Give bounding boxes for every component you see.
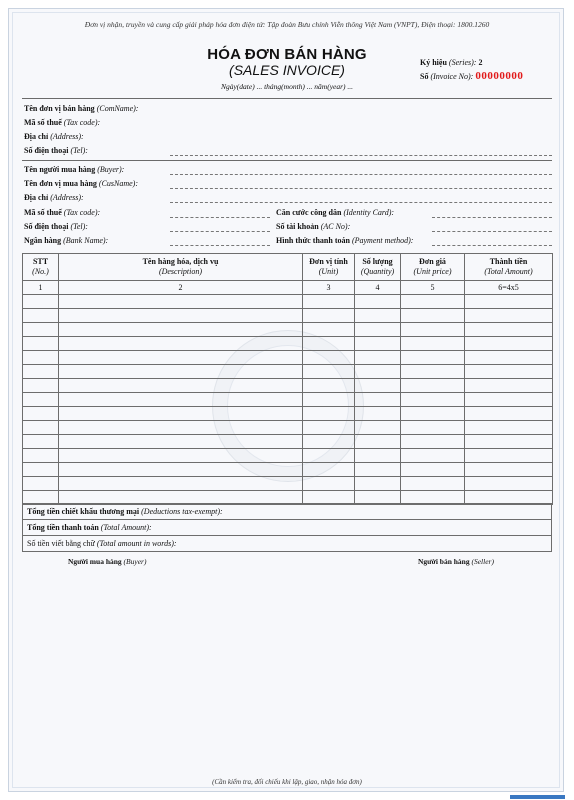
buyer-tax-field[interactable] xyxy=(170,217,270,218)
item-cell[interactable] xyxy=(355,477,401,491)
total-amount-row: Tổng tiền thanh toán (Total Amount): xyxy=(23,519,551,535)
invoice-title: HÓA ĐƠN BÁN HÀNG xyxy=(207,46,367,63)
invoice-no-value: 00000000 xyxy=(475,70,524,82)
seller-tel-field[interactable] xyxy=(170,155,552,156)
item-cell[interactable] xyxy=(23,477,59,491)
index-cell: 2 xyxy=(59,281,303,295)
item-cell[interactable] xyxy=(355,435,401,449)
table-row xyxy=(23,421,553,435)
item-cell[interactable] xyxy=(303,407,355,421)
buyer-bank-label: Ngân hàng (Bank Name): xyxy=(24,236,109,245)
buyer-address-field[interactable] xyxy=(170,202,552,203)
item-cell[interactable] xyxy=(355,351,401,365)
series-value: 2 xyxy=(478,58,483,67)
table-row xyxy=(23,323,553,337)
item-cell[interactable] xyxy=(401,477,465,491)
item-cell[interactable] xyxy=(59,295,303,309)
buyer-bank-field[interactable] xyxy=(170,245,270,246)
buyer-identity-label: Căn cước công dân (Identity Card): xyxy=(276,208,395,217)
buyer-company-label: Tên đơn vị mua hàng (CusName): xyxy=(24,179,139,188)
item-cell[interactable] xyxy=(465,379,553,393)
invoice-number-field xyxy=(420,70,523,82)
seller-company-label: Tên đơn vị bán hàng (ComName): xyxy=(24,104,139,113)
item-cell[interactable] xyxy=(59,477,303,491)
item-cell[interactable] xyxy=(401,309,465,323)
item-cell[interactable] xyxy=(401,295,465,309)
item-cell[interactable] xyxy=(401,351,465,365)
column-header-no: STT (No.) xyxy=(23,254,59,281)
buyer-tel-field[interactable] xyxy=(170,231,270,232)
item-cell[interactable] xyxy=(465,435,553,449)
item-cell[interactable] xyxy=(465,407,553,421)
item-cell[interactable] xyxy=(23,351,59,365)
item-cell[interactable] xyxy=(303,393,355,407)
item-cell[interactable] xyxy=(303,365,355,379)
seller-tel-label: Số điện thoại (Tel): xyxy=(24,146,88,155)
footer-note: (Cần kiểm tra, đối chiếu khi lập, giao, nhận hóa đơn) xyxy=(212,778,362,786)
item-cell[interactable] xyxy=(355,449,401,463)
item-cell[interactable] xyxy=(465,477,553,491)
item-cell[interactable] xyxy=(59,351,303,365)
item-cell[interactable] xyxy=(355,379,401,393)
item-cell[interactable] xyxy=(465,421,553,435)
table-row xyxy=(23,351,553,365)
item-cell[interactable] xyxy=(303,295,355,309)
index-cell: 3 xyxy=(303,281,355,295)
item-cell[interactable] xyxy=(465,323,553,337)
item-cell[interactable] xyxy=(401,449,465,463)
item-cell[interactable] xyxy=(59,449,303,463)
item-cell[interactable] xyxy=(59,337,303,351)
item-cell[interactable] xyxy=(355,421,401,435)
item-cell[interactable] xyxy=(303,351,355,365)
item-cell[interactable] xyxy=(303,421,355,435)
table-row xyxy=(23,337,553,351)
deductions-row: Tổng tiền chiết khấu thương mại (Deductions tax-exempt): xyxy=(23,503,551,519)
amount-in-words-row: Số tiền viết bằng chữ (Total amount in words): xyxy=(23,535,551,551)
invoice-subtitle: (SALES INVOICE) xyxy=(229,62,345,78)
index-row xyxy=(23,281,553,295)
item-cell[interactable] xyxy=(59,435,303,449)
buyer-company-field[interactable] xyxy=(170,188,552,189)
index-cell: 4 xyxy=(355,281,401,295)
item-cell[interactable] xyxy=(23,323,59,337)
item-cell[interactable] xyxy=(23,309,59,323)
item-cell[interactable] xyxy=(465,309,553,323)
item-cell[interactable] xyxy=(23,435,59,449)
buyer-address-label: Địa chỉ (Address): xyxy=(24,193,84,202)
item-cell[interactable] xyxy=(303,477,355,491)
payment-method-label: Hình thức thanh toán (Payment method): xyxy=(276,236,414,245)
item-cell[interactable] xyxy=(401,379,465,393)
item-cell[interactable] xyxy=(465,295,553,309)
items-table xyxy=(22,253,553,505)
item-cell[interactable] xyxy=(401,323,465,337)
buyer-account-field[interactable] xyxy=(432,231,552,232)
item-cell[interactable] xyxy=(303,379,355,393)
item-cell[interactable] xyxy=(355,337,401,351)
item-cell[interactable] xyxy=(401,421,465,435)
item-cell[interactable] xyxy=(23,463,59,477)
index-cell: 5 xyxy=(401,281,465,295)
item-cell[interactable] xyxy=(401,435,465,449)
item-cell[interactable] xyxy=(355,295,401,309)
table-row xyxy=(23,379,553,393)
table-row xyxy=(23,449,553,463)
item-cell[interactable] xyxy=(355,393,401,407)
buyer-signature-label: Người mua hàng (Buyer) xyxy=(68,557,147,566)
item-cell[interactable] xyxy=(465,365,553,379)
table-row xyxy=(23,309,553,323)
table-row xyxy=(23,477,553,491)
seller-tax-label: Mã số thuế (Tax code): xyxy=(24,118,101,127)
item-cell[interactable] xyxy=(303,323,355,337)
item-cell[interactable] xyxy=(355,365,401,379)
column-header-description: Tên hàng hóa, dịch vụ (Description) xyxy=(59,254,303,281)
column-header-unit-price: Đơn giá (Unit price) xyxy=(401,254,465,281)
item-cell[interactable] xyxy=(303,309,355,323)
item-cell[interactable] xyxy=(23,393,59,407)
column-header-unit: Đơn vị tính (Unit) xyxy=(303,254,355,281)
item-cell[interactable] xyxy=(59,421,303,435)
item-cell[interactable] xyxy=(355,407,401,421)
buyer-name-field[interactable] xyxy=(170,174,552,175)
item-cell[interactable] xyxy=(401,337,465,351)
item-cell[interactable] xyxy=(355,323,401,337)
item-cell[interactable] xyxy=(23,379,59,393)
invoice-no-label: Số xyxy=(420,72,429,81)
payment-method-field[interactable] xyxy=(432,245,552,246)
series-label: Ký hiệu xyxy=(420,58,447,67)
table-row xyxy=(23,407,553,421)
item-cell[interactable] xyxy=(401,365,465,379)
item-cell[interactable] xyxy=(59,463,303,477)
item-cell[interactable] xyxy=(465,449,553,463)
table-header-row xyxy=(23,254,553,281)
series-label-en: (Series): xyxy=(448,58,477,67)
divider xyxy=(22,98,552,99)
table-row xyxy=(23,365,553,379)
item-cell[interactable] xyxy=(303,449,355,463)
totals-box xyxy=(22,503,552,552)
buyer-tel-label: Số điện thoại (Tel): xyxy=(24,222,88,231)
item-cell[interactable] xyxy=(303,337,355,351)
provider-note: Đơn vị nhận, truyền và cung cấp giải pháp hóa đơn điện tử: Tập đoàn Bưu chính Viễn thông Việt Nam (VNPT), Điện thoại: 1800.1260 xyxy=(84,20,490,29)
item-cell[interactable] xyxy=(303,463,355,477)
item-cell[interactable] xyxy=(465,393,553,407)
item-cell[interactable] xyxy=(465,463,553,477)
item-cell[interactable] xyxy=(59,407,303,421)
item-cell[interactable] xyxy=(401,393,465,407)
buyer-account-label: Số tài khoản (AC No): xyxy=(276,222,351,231)
item-cell[interactable] xyxy=(355,463,401,477)
item-cell[interactable] xyxy=(401,463,465,477)
buyer-name-label: Tên người mua hàng (Buyer): xyxy=(24,165,125,174)
buyer-identity-field[interactable] xyxy=(432,217,552,218)
item-cell[interactable] xyxy=(465,351,553,365)
item-cell[interactable] xyxy=(59,393,303,407)
item-cell[interactable] xyxy=(303,435,355,449)
item-cell[interactable] xyxy=(465,337,553,351)
divider xyxy=(22,160,552,161)
index-cell: 1 xyxy=(23,281,59,295)
column-header-quantity: Số lượng (Quantity) xyxy=(355,254,401,281)
item-cell[interactable] xyxy=(59,379,303,393)
table-row xyxy=(23,463,553,477)
table-row xyxy=(23,435,553,449)
edge-bar xyxy=(510,795,565,799)
column-header-total-amount: Thành tiền (Total Amount) xyxy=(465,254,553,281)
date-line: Ngày(date) ... tháng(month) ... năm(year) ... xyxy=(220,82,354,91)
item-cell[interactable] xyxy=(23,449,59,463)
item-cell[interactable] xyxy=(23,295,59,309)
item-cell[interactable] xyxy=(59,365,303,379)
item-cell[interactable] xyxy=(23,365,59,379)
series-field xyxy=(420,58,482,67)
item-cell[interactable] xyxy=(23,337,59,351)
buyer-tax-label: Mã số thuế (Tax code): xyxy=(24,208,101,217)
table-row xyxy=(23,295,553,309)
item-cell[interactable] xyxy=(23,421,59,435)
item-cell[interactable] xyxy=(59,309,303,323)
item-cell[interactable] xyxy=(401,407,465,421)
invoice-no-label-en: (Invoice No): xyxy=(430,72,474,81)
seller-address-label: Địa chỉ (Address): xyxy=(24,132,84,141)
index-cell: 6=4x5 xyxy=(465,281,553,295)
item-cell[interactable] xyxy=(355,309,401,323)
item-cell[interactable] xyxy=(23,407,59,421)
table-row xyxy=(23,393,553,407)
item-cell[interactable] xyxy=(59,323,303,337)
seller-signature-label: Người bán hàng (Seller) xyxy=(418,557,494,566)
